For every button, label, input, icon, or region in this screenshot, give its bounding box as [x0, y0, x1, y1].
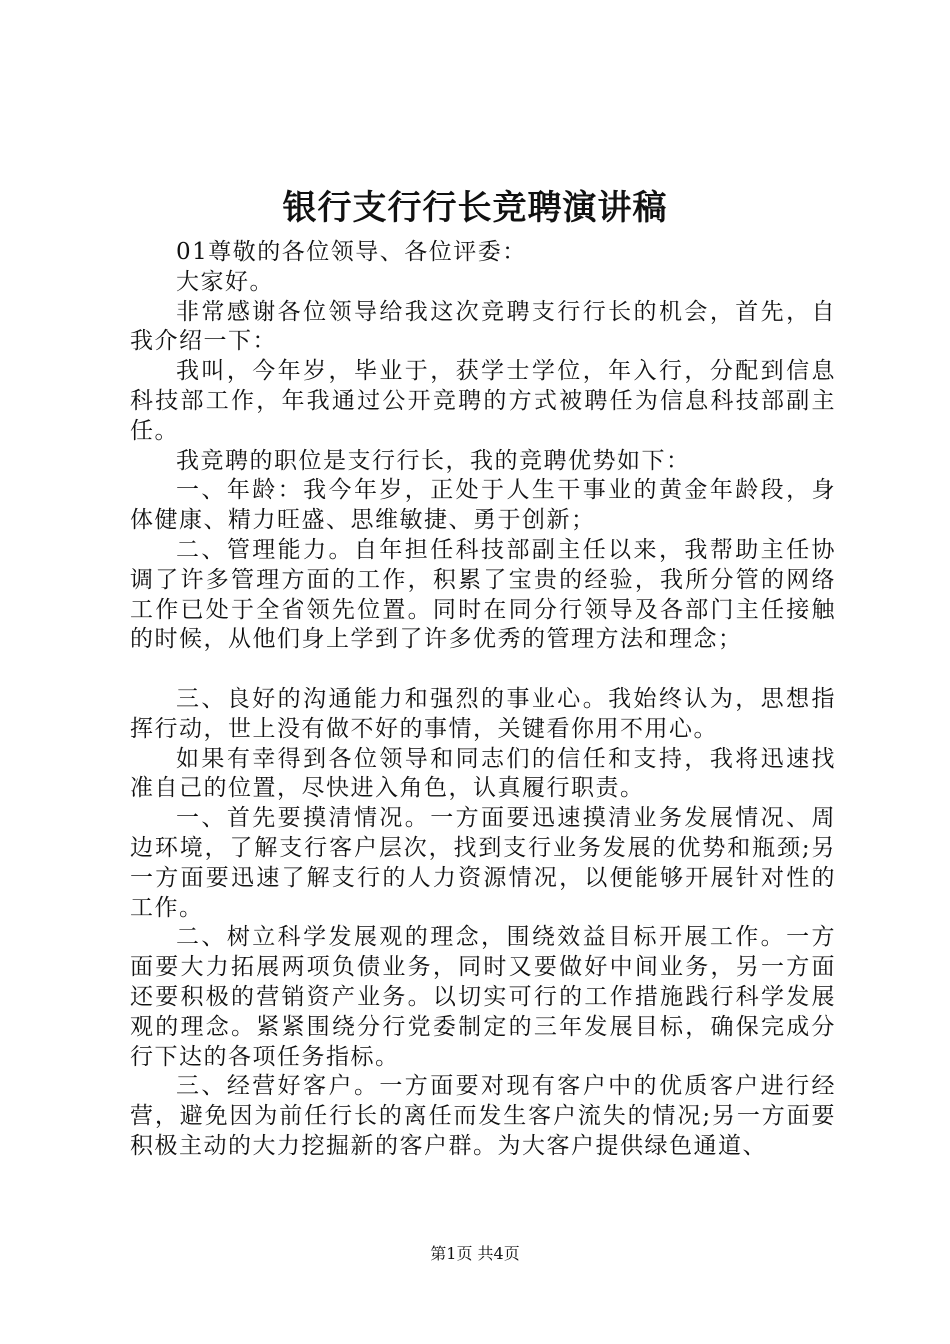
paragraph-position: 我竞聘的职位是支行行长，我的竞聘优势如下：	[176, 447, 691, 474]
paragraph-commitment: 如果有幸得到各位领导和同志们的信任和支持，我将迅速找准自己的位置，尽快进入角色，认真履行职责。	[130, 745, 836, 802]
page-number-footer: 第1页 共4页	[430, 1244, 520, 1263]
paragraph-plan-two: 二、树立科学发展观的理念，围绕效益目标开展工作。一方面要大力拓展两项负债业务，同时又要做好中间业务，另一方面还要积极的营销资产业务。以切实可行的工作措施践行科学发展观的理念。紧紧围绕分行党委制定的三年发展目标，确保完成分行下达的各项任务指标。	[130, 924, 836, 1070]
paragraph-introduction: 我叫，今年岁，毕业于，获学士学位，年入行，分配到信息科技部工作，年我通过公开竞聘的方式被聘任为信息科技部副主任。	[130, 358, 836, 444]
paragraph-thanks: 非常感谢各位领导给我这次竞聘支行行长的机会，首先，自我介绍一下：	[130, 298, 836, 355]
paragraph-plan-three: 三、经营好客户。一方面要对现有客户中的优质客户进行经营，避免因为前任行长的离任而发生客户流失的情况;另一方面要积极主动的大力挖掘新的客户群。为大客户提供绿色通道、	[130, 1073, 836, 1159]
paragraph-advantage-age: 一、年龄：我今年岁，正处于人生干事业的黄金年龄段，身体健康、精力旺盛、思维敏捷、勇于创新；	[130, 477, 836, 534]
paragraph-advantage-management: 二、管理能力。自年担任科技部副主任以来，我帮助主任协调了许多管理方面的工作，积累了宝贵的经验，我所分管的网络工作已处于全省领先位置。同时在同分行领导及各部门主任接触的时候，从他们身上学到了许多优秀的管理方法和理念；	[130, 536, 836, 653]
paragraph-plan-one: 一、首先要摸清情况。一方面要迅速摸清业务发展情况、周边环境，了解支行客户层次，找到支行业务发展的优势和瓶颈;另一方面要迅速了解支行的人力资源情况，以便能够开展针对性的工作。	[130, 805, 836, 921]
paragraph-spacer	[130, 655, 836, 685]
document-body	[130, 238, 836, 1162]
document-title: 银行支行行长竞聘演讲稿	[282, 188, 668, 228]
paragraph-greeting: 大家好。	[176, 268, 274, 295]
paragraph-advantage-communication: 三、良好的沟通能力和强烈的事业心。我始终认为，思想指挥行动，世上没有做不好的事情，关键看你用不用心。	[130, 685, 836, 742]
paragraph-salutation: 01尊敬的各位领导、各位评委：	[176, 239, 527, 265]
